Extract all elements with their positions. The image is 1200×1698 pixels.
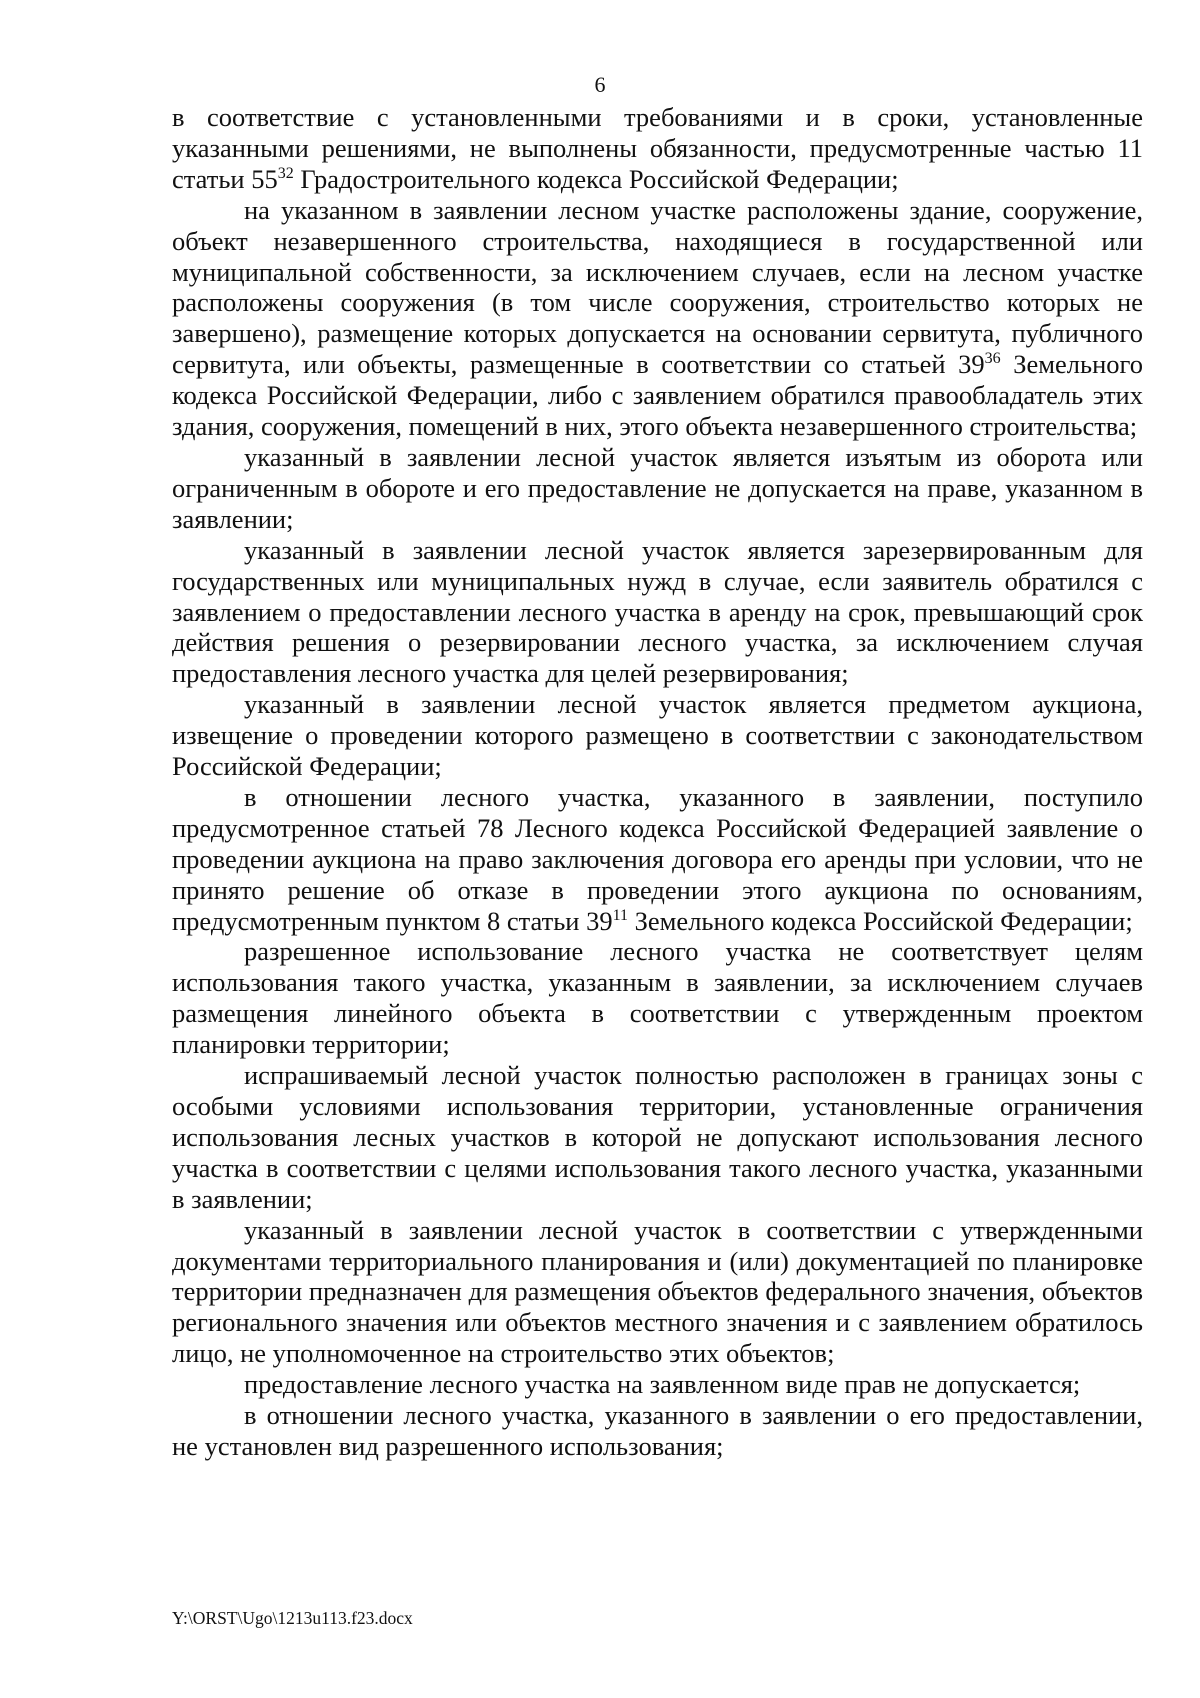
document-body [172,102,1143,1462]
paragraph-text: указанный в заявлении лесной участок является изъятым из оборота или ограниченным в обороте и его предоставление не допускается на праве, указанном в заявлении; [172,441,1143,534]
paragraph-text: предоставление лесного участка на заявленном виде прав не допускается; [244,1369,1081,1400]
paragraph-text: указанный в заявлении лесной участок является зарезервированным для государственных или муниципальных нужд в случае, если заявитель обратился с заявлением о предоставлении лесного участка в аренду на срок, превышающий срок действия решения о резервировании лесного участка, за исключением случая предоставления лесного участка для целей резервирования; [172,534,1143,689]
paragraph-text: Градостроительного кодекса Российской Федерации; [293,163,899,194]
paragraph [172,782,1143,937]
paragraph [172,1215,1143,1370]
superscript: 11 [612,906,628,924]
paragraph [172,535,1143,690]
superscript: 32 [277,164,294,182]
paragraph [172,102,1143,195]
page-number: 6 [594,72,606,97]
paragraph-text: указанный в заявлении лесной участок в соответствии с утвержденными документами территориального планирования и (или) документацией по планировке территории предназначен для размещения объектов федерального значения, объектов регионального значения или объектов местного значения и с заявлением обратилось лицо, не уполномоченное на строительство этих объектов; [172,1214,1143,1369]
paragraph-text: разрешенное использование лесного участка не соответствует целям использования такого участка, указанным в заявлении, за исключением случаев размещения линейного объекта в соответствии с утвержденным проектом планировки территории; [172,936,1143,1060]
paragraph [172,442,1143,535]
paragraph-text: указанный в заявлении лесной участок является предметом аукциона, извещение о проведении которого размещено в соответствии с законодательством Российской Федерации; [172,689,1143,782]
paragraph-text: Земельного кодекса Российской Федерации, либо с заявлением обратился правообладатель этих здания, сооружения, помещений в них, этого объекта незавершенного строительства; [172,349,1143,442]
footer-file-path: Y:\ORST\Ugo\1213u113.f23.docx [172,1608,413,1628]
paragraph [172,936,1143,1060]
paragraph-text: Земельного кодекса Российской Федерации; [628,905,1133,936]
superscript: 36 [984,350,1001,368]
paragraph [172,1060,1143,1215]
paragraph [172,1369,1143,1400]
paragraph-text: испрашиваемый лесной участок полностью расположен в границах зоны с особыми условиями использования территории, установленные ограничения использования лесных участков в которой не допускают использования лесного участка в соответствии с целями использования такого лесного участка, указанными в заявлении; [172,1060,1143,1214]
paragraph [172,195,1143,442]
paragraph [172,689,1143,782]
paragraph-text: в отношении лесного участка, указанного в заявлении о его предоставлении, не установлен вид разрешенного использования; [172,1400,1143,1461]
paragraph-text: на указанном в заявлении лесном участке расположены здание, сооружение, объект незавершенного строительства, находящиеся в государственной или муниципальной собственности, за исключением случаев, если на лесном участке расположены сооружения (в том числе сооружения, строительство которых не завершено), размещение которых допускается на основании сервитута, публичного сервитута, или объекты, размещенные в соответствии со статьей 39 [172,194,1143,380]
paragraph [172,1400,1143,1462]
paragraph-text: в отношении лесного участка, указанного в заявлении, поступило предусмотренное статьей 78 Лесного кодекса Российской Федерацией заявление о проведении аукциона на право заключения договора его аренды при условии, что не принято решение об отказе в проведении этого аукциона по основаниям, предусмотренным пунктом 8 статьи 39 [172,781,1143,936]
paragraph-text: в соответствие с установленными требованиями и в сроки, установленные указанными решениями, не выполнены обязанности, предусмотренные частью 11 статьи 55 [172,102,1143,194]
